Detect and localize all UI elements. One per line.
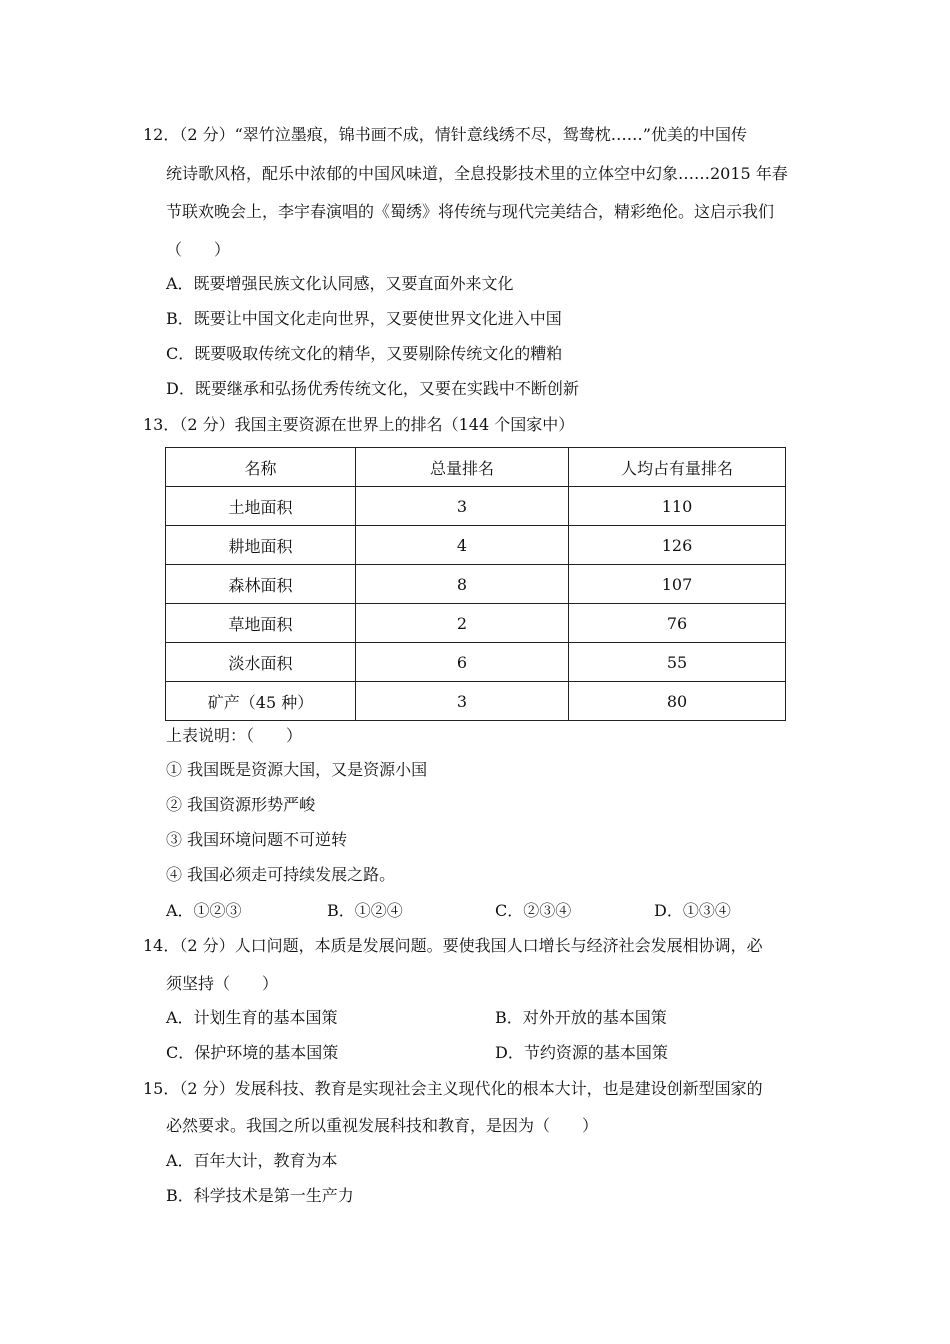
q14-stem-line-2: 须坚持（ ） [166, 974, 279, 993]
table-cell: 矿产（45 种） [166, 682, 356, 721]
q14-option-b: B．对外开放的基本国策 [495, 1008, 667, 1027]
q13-statement-3: ③ 我国环境问题不可逆转 [166, 830, 348, 849]
table-cell: 3 [356, 487, 569, 526]
q12-stem-line-1: 12．（2 分）“翠竹泣墨痕，锦书画不成，情针意线绣不尽，鸳鸯枕……”优美的中国传 [143, 125, 747, 144]
q13-statement-4: ④ 我国必须走可持续发展之路。 [166, 865, 396, 884]
table-row [166, 682, 786, 721]
table-cell: 3 [356, 682, 569, 721]
table-header-cell: 名称 [166, 448, 356, 487]
q13-option-d: D．①③④ [654, 901, 731, 920]
table-cell: 森林面积 [166, 565, 356, 604]
resource-ranking-table [165, 447, 786, 721]
q13-note: 上表说明：（ ） [166, 726, 303, 745]
q13-statement-2: ② 我国资源形势严峻 [166, 795, 316, 814]
q13-option-b: B．①②④ [327, 901, 403, 920]
table-header-row [166, 448, 786, 487]
q12-stem-line-2: 统诗歌风格，配乐中浓郁的中国风味道，全息投影技术里的立体空中幻象……2015 年春 [166, 164, 788, 183]
q15-option-b: B．科学技术是第一生产力 [166, 1186, 354, 1205]
q14-stem-line-1: 14．（2 分）人口问题，本质是发展问题。要使我国人口增长与经济社会发展相协调，必 [143, 936, 763, 955]
table-header-cell: 人均占有量排名 [569, 448, 786, 487]
q13-statement-1: ① 我国既是资源大国，又是资源小国 [166, 760, 428, 779]
q15-stem-line-1: 15．（2 分）发展科技、教育是实现社会主义现代化的根本大计，也是建设创新型国家的 [143, 1079, 763, 1098]
table-cell: 76 [569, 604, 786, 643]
table-header-cell: 总量排名 [356, 448, 569, 487]
q13-option-c: C．②③④ [495, 901, 572, 920]
q12-answer-blank: （ ） [166, 240, 231, 259]
table-cell: 110 [569, 487, 786, 526]
table-cell: 126 [569, 526, 786, 565]
table-cell: 2 [356, 604, 569, 643]
q14-option-d: D．节约资源的基本国策 [495, 1043, 668, 1062]
table-row [166, 487, 786, 526]
table-cell: 107 [569, 565, 786, 604]
q12-stem-line-3: 节联欢晚会上，李宇春演唱的《蜀绣》将传统与现代完美结合，精彩绝伦。这启示我们 [166, 202, 775, 221]
q12-option-d: D．既要继承和弘扬优秀传统文化，又要在实践中不断创新 [166, 379, 579, 398]
q13-option-a: A．①②③ [166, 901, 242, 920]
table-cell: 80 [569, 682, 786, 721]
table-cell: 55 [569, 643, 786, 682]
q14-option-a: A．计划生育的基本国策 [166, 1008, 338, 1027]
table-row [166, 526, 786, 565]
table-row [166, 565, 786, 604]
table-cell: 淡水面积 [166, 643, 356, 682]
table-cell: 8 [356, 565, 569, 604]
q13-stem: 13．（2 分）我国主要资源在世界上的排名（144 个国家中） [143, 415, 575, 434]
q12-option-b: B．既要让中国文化走向世界，又要使世界文化进入中国 [166, 309, 562, 328]
q15-option-a: A．百年大计，教育为本 [166, 1151, 338, 1170]
table-cell: 草地面积 [166, 604, 356, 643]
table-cell: 6 [356, 643, 569, 682]
table-cell: 土地面积 [166, 487, 356, 526]
table-row [166, 604, 786, 643]
table-cell: 4 [356, 526, 569, 565]
q15-stem-line-2: 必然要求。我国之所以重视发展科技和教育，是因为（ ） [166, 1116, 599, 1135]
q14-option-c: C．保护环境的基本国策 [166, 1043, 339, 1062]
table-cell: 耕地面积 [166, 526, 356, 565]
q12-option-a: A．既要增强民族文化认同感，又要直面外来文化 [166, 274, 514, 293]
q12-option-c: C．既要吸取传统文化的精华，又要剔除传统文化的糟粕 [166, 344, 563, 363]
table-row [166, 643, 786, 682]
